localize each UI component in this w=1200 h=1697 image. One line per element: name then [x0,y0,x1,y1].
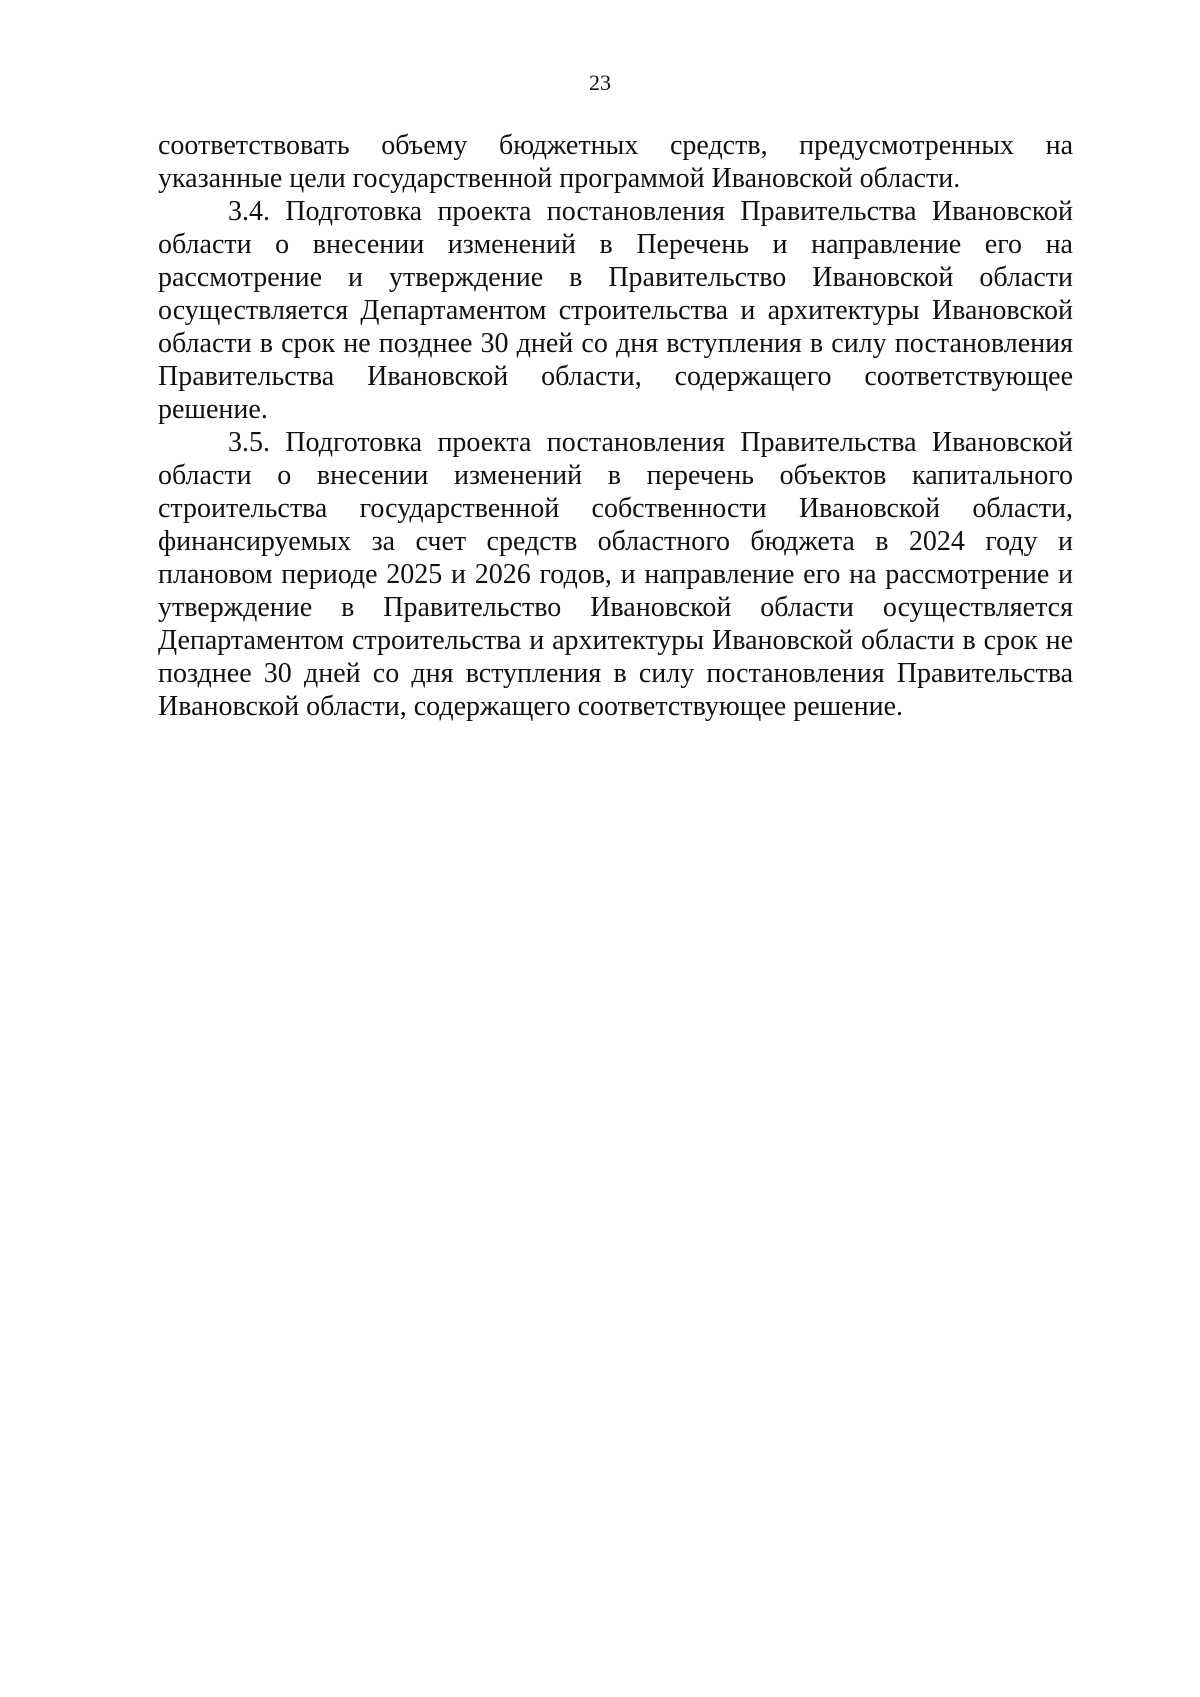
page-number: 23 [589,70,611,95]
paragraph-3-4: 3.4. Подготовка проекта постановления Правительства Ивановской области о внесении изменений в Перечень и направление его на рассмотрение и утверждение в Правительство Ивановской области осуществляется Департаментом строительства и архитектуры Ивановской области в срок не позднее 30 дней со дня вступления в силу постановления Правительства Ивановской области, содержащего соответствующее решение. [158,196,1073,425]
paragraph-3-5: 3.5. Подготовка проекта постановления Правительства Ивановской области о внесении изменений в перечень объектов капитального строительства государственной собственности Ивановской области, финансируемых за счет средств областного бюджета в 2024 году и плановом периоде 2025 и 2026 годов, и направление его на рассмотрение и утверждение в Правительство Ивановской области осуществляется Департаментом строительства и архитектуры Ивановской области в срок не позднее 30 дней со дня вступления в силу постановления Правительства Ивановской области, содержащего соответствующее решение. [158,427,1073,722]
document-body [158,129,1073,723]
paragraph-continuation: соответствовать объему бюджетных средств, предусмотренных на указанные цели государственной программой Ивановской области. [158,130,1073,194]
